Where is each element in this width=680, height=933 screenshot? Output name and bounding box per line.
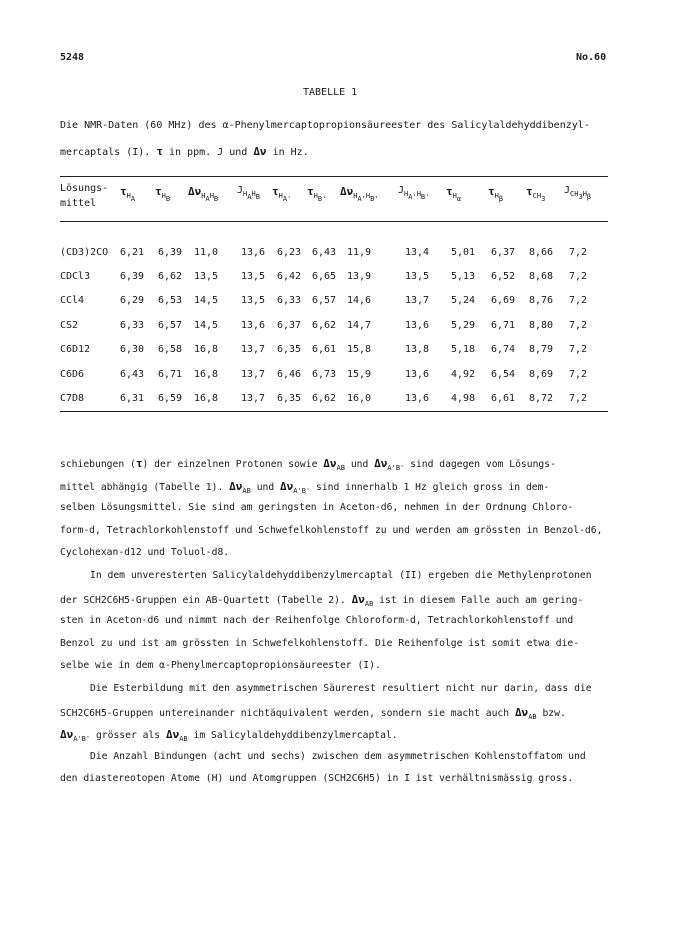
value-cell: 6,35 xyxy=(277,393,302,405)
value-cell: 6,43 xyxy=(120,368,145,380)
value-cell: 11,9 xyxy=(347,246,372,258)
value-cell: 6,35 xyxy=(277,344,302,356)
value-cell: 6,42 xyxy=(277,271,302,283)
value-cell: 6,59 xyxy=(158,393,183,405)
text-line: selbe wie in dem α-Phenylmercaptopropionsäureester (I). xyxy=(60,660,381,672)
text-span: im Salicylaldehyddibenzylmercaptal. xyxy=(193,730,398,742)
col-header-dnu-hahb-prime: $\Delta\nu_{H_{A'}H_{B'}}$ xyxy=(340,185,379,203)
value-cell: 4,98 xyxy=(451,393,476,405)
value-cell: 6,71 xyxy=(491,319,516,331)
col-header-j-hahb: $J_{H_AH_B}$ xyxy=(237,185,260,201)
value-cell: 11,0 xyxy=(194,246,219,258)
solvent-cell: C6D6 xyxy=(60,368,85,380)
value-cell: 15,9 xyxy=(347,368,372,380)
value-cell: 6,57 xyxy=(312,295,337,307)
value-cell: 7,2 xyxy=(569,295,588,307)
caption-text-a: mercaptals (I). xyxy=(60,147,151,158)
value-cell: 13,7 xyxy=(241,344,266,356)
value-cell: 6,31 xyxy=(120,393,145,405)
value-cell: 6,74 xyxy=(491,344,516,356)
col-header-tau-hbeta: $\tau_{H_\beta}$ xyxy=(488,185,504,203)
value-cell: 5,18 xyxy=(451,344,476,356)
value-cell: 4,92 xyxy=(451,368,476,380)
text-line: Benzol zu und ist am grössten in Schwefelkohlenstoff. Die Reihenfolge ist somit etwa die- xyxy=(60,637,580,649)
value-cell: 14,5 xyxy=(194,319,219,331)
value-cell: 16,8 xyxy=(194,344,219,356)
text-span: schiebungen ( xyxy=(60,459,136,470)
table-caption-line-2 xyxy=(60,145,309,158)
value-cell: 16,8 xyxy=(194,368,219,380)
solvent-cell: CS2 xyxy=(60,319,79,331)
value-cell: 13,6 xyxy=(241,246,266,258)
value-cell: 13,5 xyxy=(241,271,266,283)
text-span: der SCH2C6H5-Gruppen ein AB-Quartett (Tabelle 2). xyxy=(60,594,346,606)
value-cell: 13,5 xyxy=(194,271,219,283)
table-top-rule xyxy=(60,176,608,177)
solvent-cell: (CD3)2CO xyxy=(60,246,109,258)
value-cell: 13,5 xyxy=(405,271,430,283)
journal-issue: No.60 xyxy=(576,52,607,63)
value-cell: 6,43 xyxy=(312,246,337,258)
value-cell: 13,6 xyxy=(405,368,430,380)
col-header-tau-hb-prime: $\tau_{H_{B'}}$ xyxy=(307,185,327,203)
delta-nu-symbol: Δν xyxy=(253,145,267,158)
col-header-tau-hb: $\tau_{H_B}$ xyxy=(155,185,171,203)
col-header-tau-ha-prime: $\tau_{H_{A'}}$ xyxy=(272,185,292,203)
table-row xyxy=(60,338,608,362)
value-cell: 13,6 xyxy=(241,319,266,331)
value-cell: 6,65 xyxy=(312,271,337,283)
value-cell: 5,29 xyxy=(451,319,476,331)
solvent-cell: CCl4 xyxy=(60,295,85,307)
table-row xyxy=(60,362,608,386)
value-cell: 6,30 xyxy=(120,344,145,356)
value-cell: 7,2 xyxy=(569,368,588,380)
value-cell: 8,72 xyxy=(529,393,554,405)
tau-symbol: τ xyxy=(156,145,163,158)
caption-text-c: in Hz. xyxy=(272,147,309,158)
value-cell: 16,0 xyxy=(347,393,372,405)
table-bottom-rule xyxy=(60,411,608,412)
value-cell: 13,8 xyxy=(405,344,430,356)
value-cell: 8,76 xyxy=(529,295,554,307)
text-line: schiebungen (τ) der einzelnen Protonen sowie $\Delta\nu_{AB}$ und $\Delta\nu_{A'B'}$ sind dagegen vom Lösungs- xyxy=(60,457,556,472)
solvent-header-1: Lösungs- xyxy=(60,183,109,194)
value-cell: 6,62 xyxy=(312,393,337,405)
value-cell: 6,33 xyxy=(120,319,145,331)
value-cell: 8,66 xyxy=(529,246,554,258)
value-cell: 6,52 xyxy=(491,271,516,283)
text-line: der SCH2C6H5-Gruppen ein AB-Quartett (Tabelle 2). $\Delta\nu_{AB}$ ist in diesem Falle auch am gering- xyxy=(60,592,584,608)
table-row xyxy=(60,313,608,337)
value-cell: 5,24 xyxy=(451,295,476,307)
value-cell: 14,5 xyxy=(194,295,219,307)
value-cell: 6,69 xyxy=(491,295,516,307)
text-line: Cyclohexan-d12 und Toluol-d8. xyxy=(60,547,230,559)
value-cell: 6,46 xyxy=(277,368,302,380)
text-span: ist in diesem Falle auch am gering- xyxy=(379,594,584,606)
value-cell: 7,2 xyxy=(569,271,588,283)
value-cell: 6,73 xyxy=(312,368,337,380)
value-cell: 6,61 xyxy=(491,393,516,405)
value-cell: 5,01 xyxy=(451,246,476,258)
solvent-header-2: mittel xyxy=(60,198,97,209)
table-row xyxy=(60,240,608,264)
value-cell: 6,33 xyxy=(277,295,302,307)
text-span: und xyxy=(350,459,369,470)
table-row xyxy=(60,289,608,313)
value-cell: 13,9 xyxy=(347,271,372,283)
page-number: 5248 xyxy=(60,52,85,63)
value-cell: 6,21 xyxy=(120,246,145,258)
value-cell: 8,69 xyxy=(529,368,554,380)
value-cell: 13,7 xyxy=(241,368,266,380)
value-cell: 6,37 xyxy=(491,246,516,258)
solvent-cell: C6D12 xyxy=(60,344,91,356)
text-line: $\Delta\nu_{A'B'}$ grösser als $\Delta\nu_{AB}$ im Salicylaldehyddibenzylmercaptal. xyxy=(60,728,398,744)
caption-text-b: in ppm. J und xyxy=(169,147,248,158)
value-cell: 6,71 xyxy=(158,368,183,380)
value-cell: 7,2 xyxy=(569,344,588,356)
col-header-dnu-hahb: $\Delta\nu_{H_AH_B}$ xyxy=(188,185,219,203)
value-cell: 13,6 xyxy=(405,319,430,331)
solvent-cell: C7D8 xyxy=(60,393,85,405)
body-text xyxy=(60,457,608,796)
value-cell: 8,68 xyxy=(529,271,554,283)
table-row xyxy=(60,264,608,288)
value-cell: 5,13 xyxy=(451,271,476,283)
text-line: den diastereotopen Atome (H) und Atomgruppen (SCH2C6H5) in I ist verhältnismässig gross. xyxy=(60,773,574,785)
value-cell: 7,2 xyxy=(569,319,588,331)
text-span: sind innerhalb 1 Hz gleich gross in dem- xyxy=(315,481,550,493)
value-cell: 6,23 xyxy=(277,246,302,258)
value-cell: 14,6 xyxy=(347,295,372,307)
text-span: bzw. xyxy=(542,707,566,719)
value-cell: 6,62 xyxy=(312,319,337,331)
value-cell: 16,8 xyxy=(194,393,219,405)
table-title: TABELLE 1 xyxy=(303,87,358,98)
value-cell: 6,57 xyxy=(158,319,183,331)
text-span: grösser als xyxy=(95,730,161,742)
value-cell: 6,29 xyxy=(120,295,145,307)
table-header-rule xyxy=(60,221,608,222)
value-cell: 13,7 xyxy=(405,295,430,307)
value-cell: 6,61 xyxy=(312,344,337,356)
solvent-cell: CDCl3 xyxy=(60,271,91,283)
text-span: mittel abhängig (Tabelle 1). xyxy=(60,481,224,493)
value-cell: 7,2 xyxy=(569,246,588,258)
text-line: form-d, Tetrachlorkohlenstoff und Schwefelkohlenstoff zu und werden am grössten in Benzol-d6, xyxy=(60,524,603,536)
text-line: Die Esterbildung mit den asymmetrischen Säurerest resultiert nicht nur darin, dass die xyxy=(90,682,592,694)
value-cell: 8,80 xyxy=(529,319,554,331)
text-line: mittel abhängig (Tabelle 1). $\Delta\nu_{AB}$ und $\Delta\nu_{A'B'}$ sind innerhalb 1 Hz gleich gross in dem- xyxy=(60,479,550,495)
text-line: SCH2C6H5-Gruppen untereinander nichtäquivalent werden, sondern sie macht auch $\Delta\nu_{AB}$ bzw. xyxy=(60,705,566,721)
col-header-tau-halpha: $\tau_{H_\alpha}$ xyxy=(446,185,462,203)
col-header-tau-ch3: $\tau_{CH_3}$ xyxy=(526,185,546,203)
text-span: sind dagegen vom Lösungs- xyxy=(410,459,556,470)
value-cell: 6,37 xyxy=(277,319,302,331)
value-cell: 13,6 xyxy=(405,393,430,405)
table-row xyxy=(60,386,608,410)
value-cell: 6,58 xyxy=(158,344,183,356)
value-cell: 6,62 xyxy=(158,271,183,283)
value-cell: 6,39 xyxy=(120,271,145,283)
text-line: sten in Aceton-d6 und nimmt nach der Reihenfolge Chloroform-d, Tetrachlorkohlenstoff und xyxy=(60,615,574,627)
value-cell: 14,7 xyxy=(347,319,372,331)
col-header-j-hahb-prime: $J_{H_{A'}H_{B'}}$ xyxy=(398,185,430,201)
value-cell: 6,54 xyxy=(491,368,516,380)
value-cell: 7,2 xyxy=(569,393,588,405)
value-cell: 13,5 xyxy=(241,295,266,307)
text-line: selben Lösungsmittel. Sie sind am geringsten in Aceton-d6, nehmen in der Ordnung Chloro- xyxy=(60,502,574,514)
value-cell: 13,4 xyxy=(405,246,430,258)
nmr-data-table xyxy=(60,240,608,411)
col-header-j-ch3hbeta: $J_{CH_3H_\beta}$ xyxy=(564,185,592,201)
text-line: In dem unveresterten Salicylaldehyddibenzylmercaptal (II) ergeben die Methylenprotonen xyxy=(90,569,592,581)
text-span: SCH2C6H5-Gruppen untereinander nichtäquivalent werden, sondern sie macht auch xyxy=(60,707,510,719)
value-cell: 13,7 xyxy=(241,393,266,405)
value-cell: 6,39 xyxy=(158,246,183,258)
text-span: ) der einzelnen Protonen sowie xyxy=(142,459,318,470)
table-caption-line-1: Die NMR-Daten (60 MHz) des α-Phenylmercaptopropionsäureester des Salicylaldehyddibenzyl- xyxy=(60,120,590,131)
value-cell: 6,53 xyxy=(158,295,183,307)
value-cell: 15,8 xyxy=(347,344,372,356)
text-line: Die Anzahl Bindungen (acht und sechs) zwischen dem asymmetrischen Kohlenstoffatom und xyxy=(90,750,586,762)
value-cell: 8,79 xyxy=(529,344,554,356)
col-header-tau-ha: $\tau_{H_A}$ xyxy=(120,185,136,203)
text-span: und xyxy=(256,481,275,493)
